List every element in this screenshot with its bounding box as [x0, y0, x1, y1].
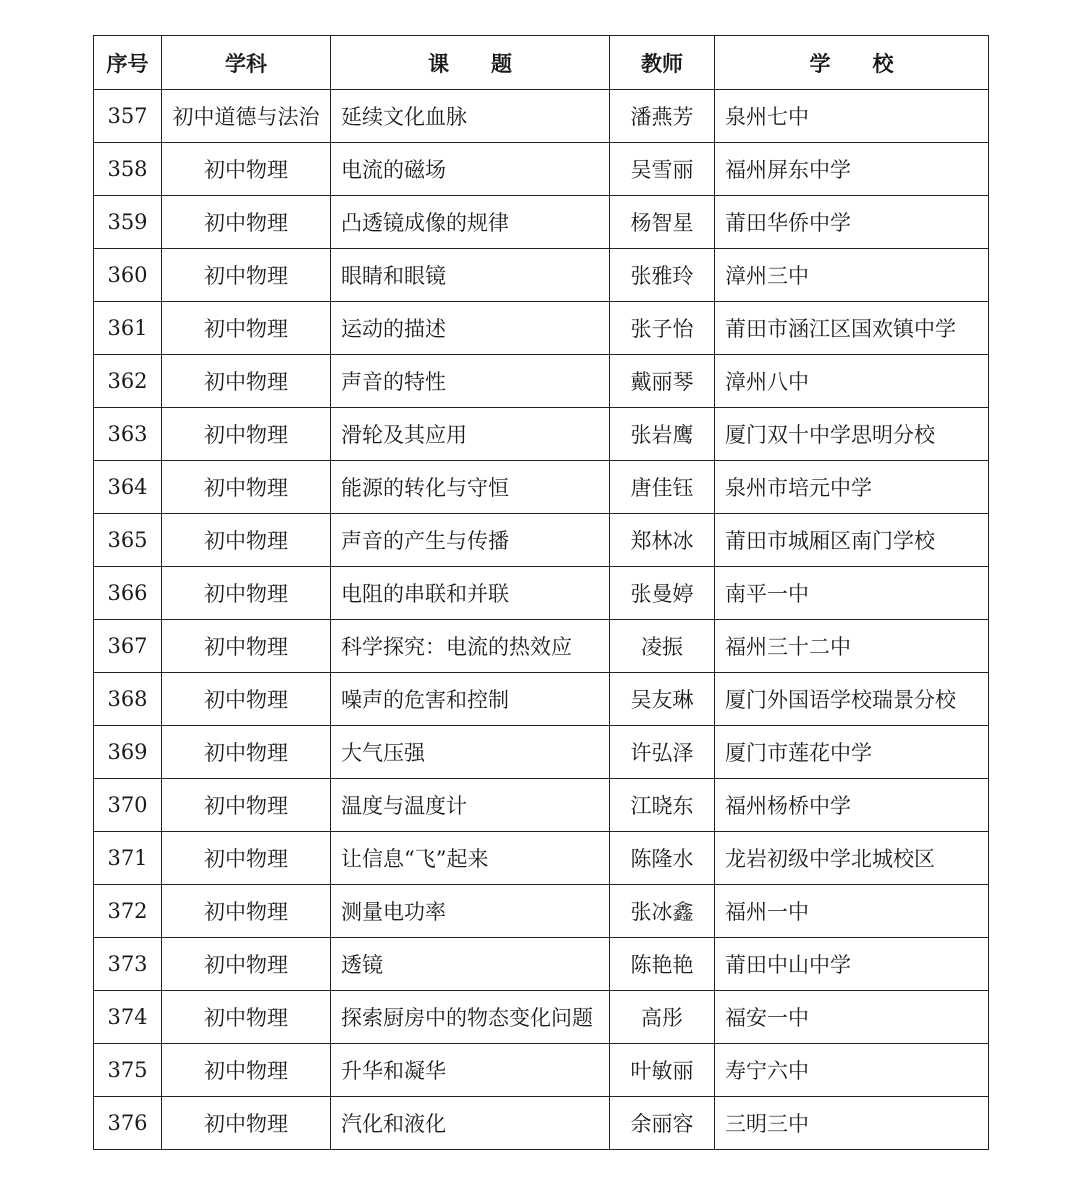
cell-subject: 初中物理 [162, 620, 331, 673]
table-row [94, 779, 989, 832]
cell-school: 厦门双十中学思明分校 [715, 408, 989, 461]
cell-topic: 升华和凝华 [331, 1044, 610, 1097]
cell-school: 厦门市莲花中学 [715, 726, 989, 779]
cell-teacher: 张冰鑫 [610, 885, 715, 938]
cell-teacher: 余丽容 [610, 1097, 715, 1150]
table-row [94, 726, 989, 779]
cell-school: 福州一中 [715, 885, 989, 938]
cell-teacher: 杨智星 [610, 196, 715, 249]
cell-teacher: 唐佳钰 [610, 461, 715, 514]
cell-no: 362 [94, 355, 162, 408]
cell-subject: 初中物理 [162, 991, 331, 1044]
cell-teacher: 郑林冰 [610, 514, 715, 567]
cell-school: 福州杨桥中学 [715, 779, 989, 832]
cell-school: 泉州七中 [715, 90, 989, 143]
table-row [94, 196, 989, 249]
cell-school: 福州屏东中学 [715, 143, 989, 196]
cell-subject: 初中物理 [162, 1044, 331, 1097]
cell-topic: 延续文化血脉 [331, 90, 610, 143]
cell-no: 364 [94, 461, 162, 514]
cell-no: 372 [94, 885, 162, 938]
cell-no: 367 [94, 620, 162, 673]
cell-topic: 探索厨房中的物态变化问题 [331, 991, 610, 1044]
cell-topic: 大气压强 [331, 726, 610, 779]
cell-subject: 初中物理 [162, 249, 331, 302]
header-no: 序号 [94, 36, 162, 90]
cell-subject: 初中道德与法治 [162, 90, 331, 143]
cell-no: 370 [94, 779, 162, 832]
cell-subject: 初中物理 [162, 408, 331, 461]
cell-no: 359 [94, 196, 162, 249]
cell-topic: 凸透镜成像的规律 [331, 196, 610, 249]
cell-no: 371 [94, 832, 162, 885]
cell-topic: 运动的描述 [331, 302, 610, 355]
cell-school: 福州三十二中 [715, 620, 989, 673]
cell-topic: 能源的转化与守恒 [331, 461, 610, 514]
cell-topic: 让信息“飞”起来 [331, 832, 610, 885]
cell-school: 漳州八中 [715, 355, 989, 408]
cell-teacher: 陈艳艳 [610, 938, 715, 991]
cell-subject: 初中物理 [162, 196, 331, 249]
table-row [94, 408, 989, 461]
cell-no: 357 [94, 90, 162, 143]
cell-topic: 科学探究：电流的热效应 [331, 620, 610, 673]
cell-subject: 初中物理 [162, 832, 331, 885]
cell-subject: 初中物理 [162, 355, 331, 408]
table-row [94, 885, 989, 938]
cell-teacher: 陈隆水 [610, 832, 715, 885]
cell-subject: 初中物理 [162, 567, 331, 620]
cell-subject: 初中物理 [162, 779, 331, 832]
cell-topic: 温度与温度计 [331, 779, 610, 832]
course-table [93, 35, 989, 1150]
table-row [94, 302, 989, 355]
cell-subject: 初中物理 [162, 143, 331, 196]
cell-subject: 初中物理 [162, 302, 331, 355]
table-row [94, 991, 989, 1044]
table-row [94, 832, 989, 885]
cell-topic: 声音的产生与传播 [331, 514, 610, 567]
table-row [94, 673, 989, 726]
table-row [94, 514, 989, 567]
cell-teacher: 许弘泽 [610, 726, 715, 779]
cell-no: 375 [94, 1044, 162, 1097]
header-school: 学 校 [715, 36, 989, 90]
cell-school: 三明三中 [715, 1097, 989, 1150]
table-body [94, 90, 989, 1150]
table-row [94, 938, 989, 991]
cell-school: 寿宁六中 [715, 1044, 989, 1097]
cell-school: 莆田市城厢区南门学校 [715, 514, 989, 567]
cell-topic: 滑轮及其应用 [331, 408, 610, 461]
header-teacher: 教师 [610, 36, 715, 90]
cell-school: 莆田中山中学 [715, 938, 989, 991]
cell-no: 368 [94, 673, 162, 726]
cell-teacher: 张曼婷 [610, 567, 715, 620]
header-subject: 学科 [162, 36, 331, 90]
cell-school: 南平一中 [715, 567, 989, 620]
table-row [94, 249, 989, 302]
cell-no: 358 [94, 143, 162, 196]
cell-teacher: 张雅玲 [610, 249, 715, 302]
cell-teacher: 江晓东 [610, 779, 715, 832]
table-row [94, 567, 989, 620]
cell-topic: 眼睛和眼镜 [331, 249, 610, 302]
cell-subject: 初中物理 [162, 673, 331, 726]
table-row [94, 1044, 989, 1097]
table-row [94, 620, 989, 673]
cell-subject: 初中物理 [162, 726, 331, 779]
cell-teacher: 叶敏丽 [610, 1044, 715, 1097]
cell-teacher: 潘燕芳 [610, 90, 715, 143]
cell-school: 福安一中 [715, 991, 989, 1044]
cell-no: 361 [94, 302, 162, 355]
cell-subject: 初中物理 [162, 514, 331, 567]
cell-no: 360 [94, 249, 162, 302]
cell-school: 龙岩初级中学北城校区 [715, 832, 989, 885]
cell-teacher: 吴雪丽 [610, 143, 715, 196]
cell-school: 厦门外国语学校瑞景分校 [715, 673, 989, 726]
cell-topic: 透镜 [331, 938, 610, 991]
cell-school: 泉州市培元中学 [715, 461, 989, 514]
table-row [94, 355, 989, 408]
table-row [94, 143, 989, 196]
cell-topic: 声音的特性 [331, 355, 610, 408]
cell-teacher: 戴丽琴 [610, 355, 715, 408]
cell-school: 莆田华侨中学 [715, 196, 989, 249]
cell-no: 369 [94, 726, 162, 779]
cell-topic: 测量电功率 [331, 885, 610, 938]
table-row [94, 461, 989, 514]
cell-teacher: 高彤 [610, 991, 715, 1044]
cell-teacher: 吴友琳 [610, 673, 715, 726]
header-topic: 课 题 [331, 36, 610, 90]
cell-no: 376 [94, 1097, 162, 1150]
cell-school: 漳州三中 [715, 249, 989, 302]
cell-teacher: 张子怡 [610, 302, 715, 355]
cell-subject: 初中物理 [162, 461, 331, 514]
cell-teacher: 凌振 [610, 620, 715, 673]
cell-subject: 初中物理 [162, 885, 331, 938]
cell-teacher: 张岩鹰 [610, 408, 715, 461]
table-row [94, 1097, 989, 1150]
cell-topic: 汽化和液化 [331, 1097, 610, 1150]
table-header-row [94, 36, 989, 90]
cell-topic: 噪声的危害和控制 [331, 673, 610, 726]
cell-subject: 初中物理 [162, 1097, 331, 1150]
cell-no: 365 [94, 514, 162, 567]
cell-topic: 电阻的串联和并联 [331, 567, 610, 620]
cell-topic: 电流的磁场 [331, 143, 610, 196]
cell-no: 374 [94, 991, 162, 1044]
cell-no: 363 [94, 408, 162, 461]
table-row [94, 90, 989, 143]
cell-no: 366 [94, 567, 162, 620]
cell-no: 373 [94, 938, 162, 991]
cell-school: 莆田市涵江区国欢镇中学 [715, 302, 989, 355]
cell-subject: 初中物理 [162, 938, 331, 991]
